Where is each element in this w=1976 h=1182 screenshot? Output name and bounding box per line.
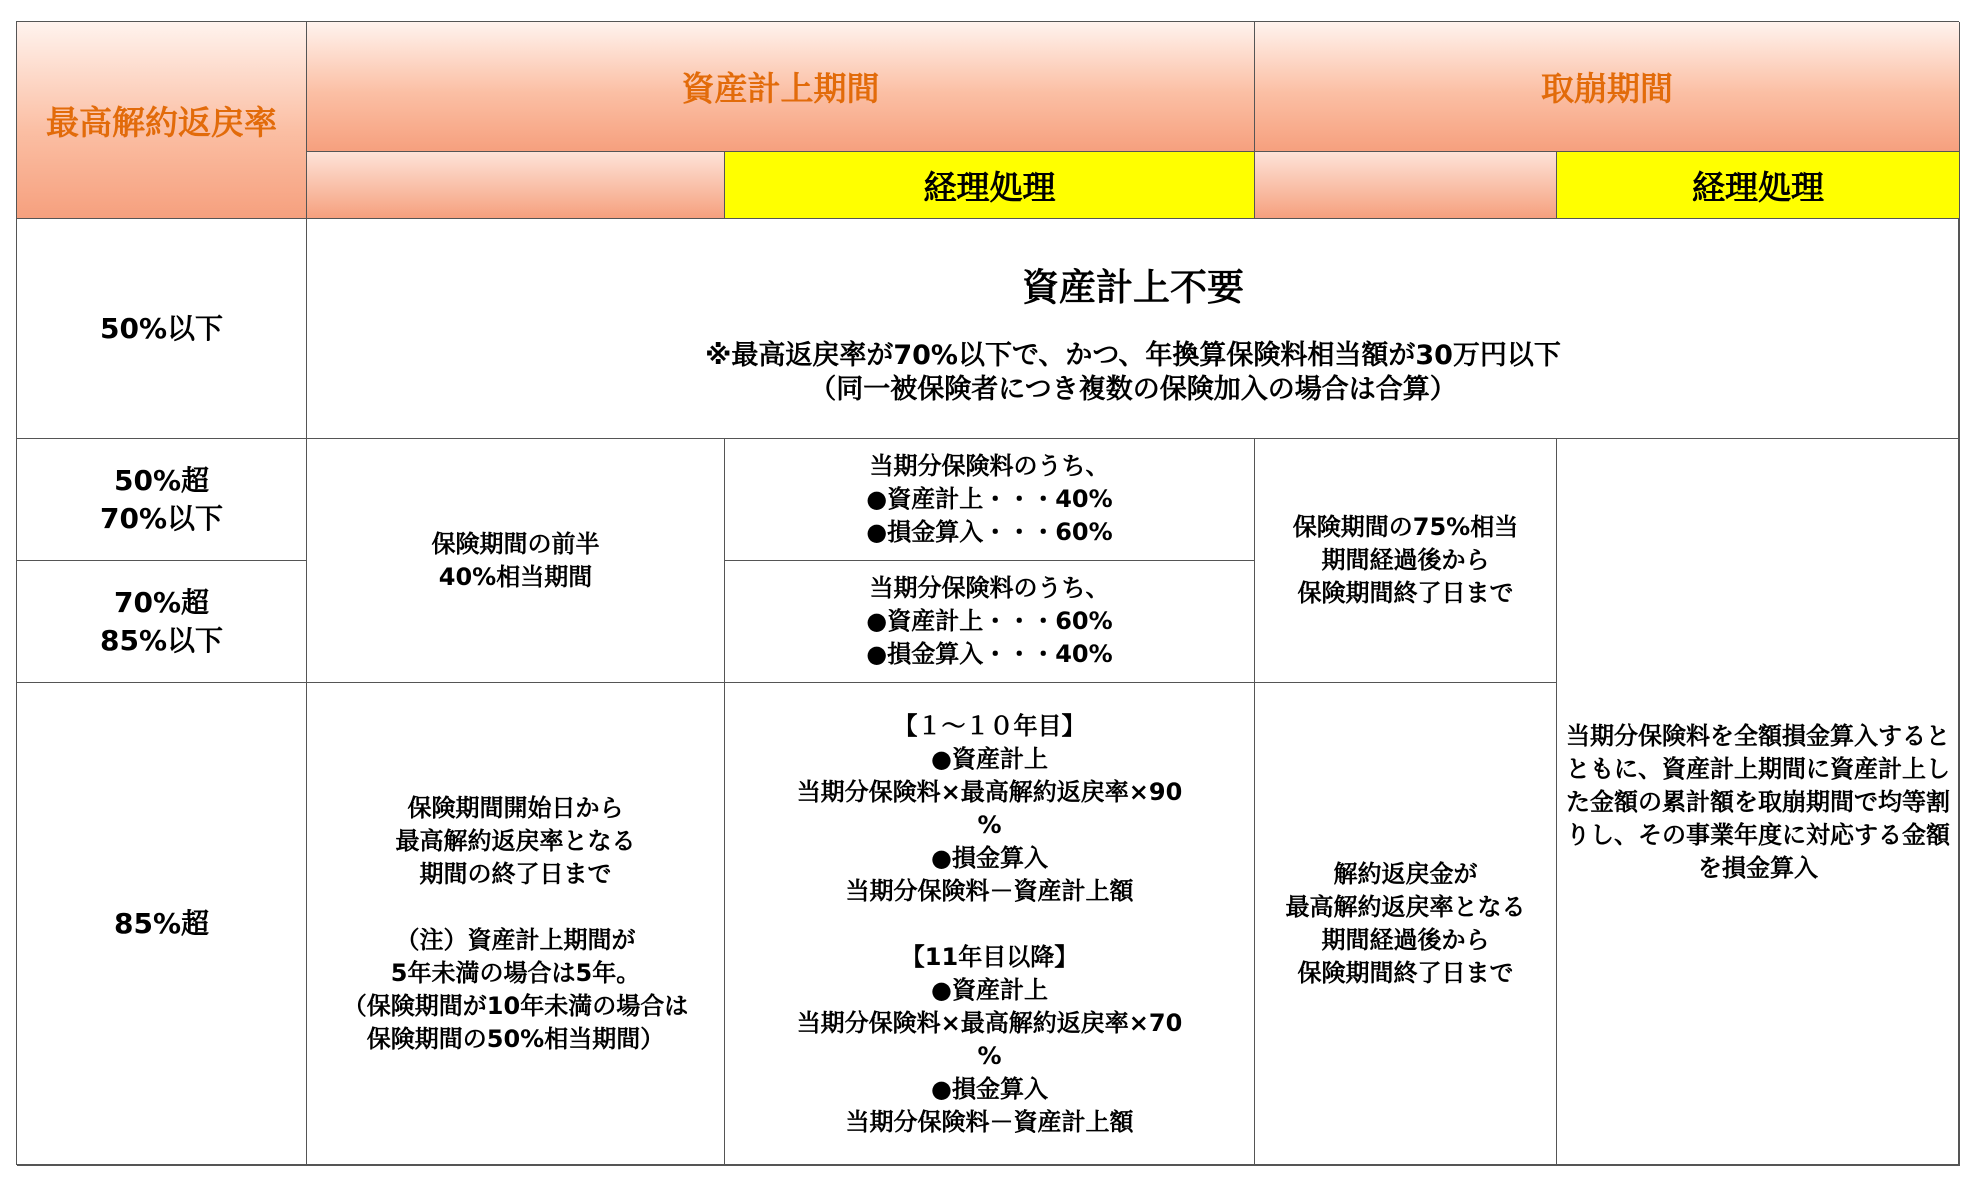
rate-70-85: 70%超 85%以下	[17, 561, 307, 683]
no-asset-note-1: ※最高返戻率が70%以下で、かつ、年換算保険料相当額が30万円以下	[705, 339, 1561, 371]
header-rate-label: 最高解約返戻率	[17, 22, 307, 219]
insurance-accounting-table	[16, 21, 1959, 1165]
rate-50-70: 50%超 70%以下	[17, 439, 307, 561]
amort-period-gt85: 解約返戻金が 最高解約返戻率となる 期間経過後から 保険期間終了日まで	[1255, 683, 1557, 1166]
header-amort-period: 取崩期間	[1255, 22, 1960, 152]
treatment-50-70: 当期分保険料のうち、 ●資産計上・・・40% ●損金算入・・・60%	[725, 439, 1255, 561]
amort-treatment: 当期分保険料を全額損金算入するとともに、資産計上期間に資産計上した金額の累計額を取崩期間で均等割りし、その事業年度に対応する金額を損金算入	[1557, 439, 1960, 1166]
rate-le50: 50%以下	[17, 219, 307, 439]
asset-period-50-85: 保険期間の前半 40%相当期間	[307, 439, 725, 683]
header-amort-period-sub	[1255, 152, 1557, 219]
header-asset-period: 資産計上期間	[307, 22, 1255, 152]
header-accounting-asset: 経理処理	[725, 152, 1255, 219]
no-asset-cell	[307, 219, 1960, 439]
asset-period-gt85: 保険期間開始日から 最高解約返戻率となる 期間の終了日まで （注）資産計上期間が 5年未満の場合は5年。 （保険期間が10年未満の場合は 保険期間の50%相当期間）	[307, 683, 725, 1166]
no-asset-title: 資産計上不要	[1022, 265, 1244, 309]
header-accounting-amort: 経理処理	[1557, 152, 1960, 219]
treatment-gt85: 【１～１０年目】 ●資産計上 当期分保険料×最高解約返戻率×90 % ●損金算入 当期分保険料－資産計上額 【11年目以降】 ●資産計上 当期分保険料×最高解約返戻率×70 % ●損金算入 当期分保険料－資産計上額	[725, 683, 1255, 1166]
no-asset-note-2: （同一被保険者につき複数の保険加入の場合は合算）	[809, 373, 1457, 405]
treatment-70-85: 当期分保険料のうち、 ●資産計上・・・60% ●損金算入・・・40%	[725, 561, 1255, 683]
header-asset-period-sub	[307, 152, 725, 219]
amort-period-50-85: 保険期間の75%相当 期間経過後から 保険期間終了日まで	[1255, 439, 1557, 683]
rate-gt85: 85%超	[17, 683, 307, 1166]
